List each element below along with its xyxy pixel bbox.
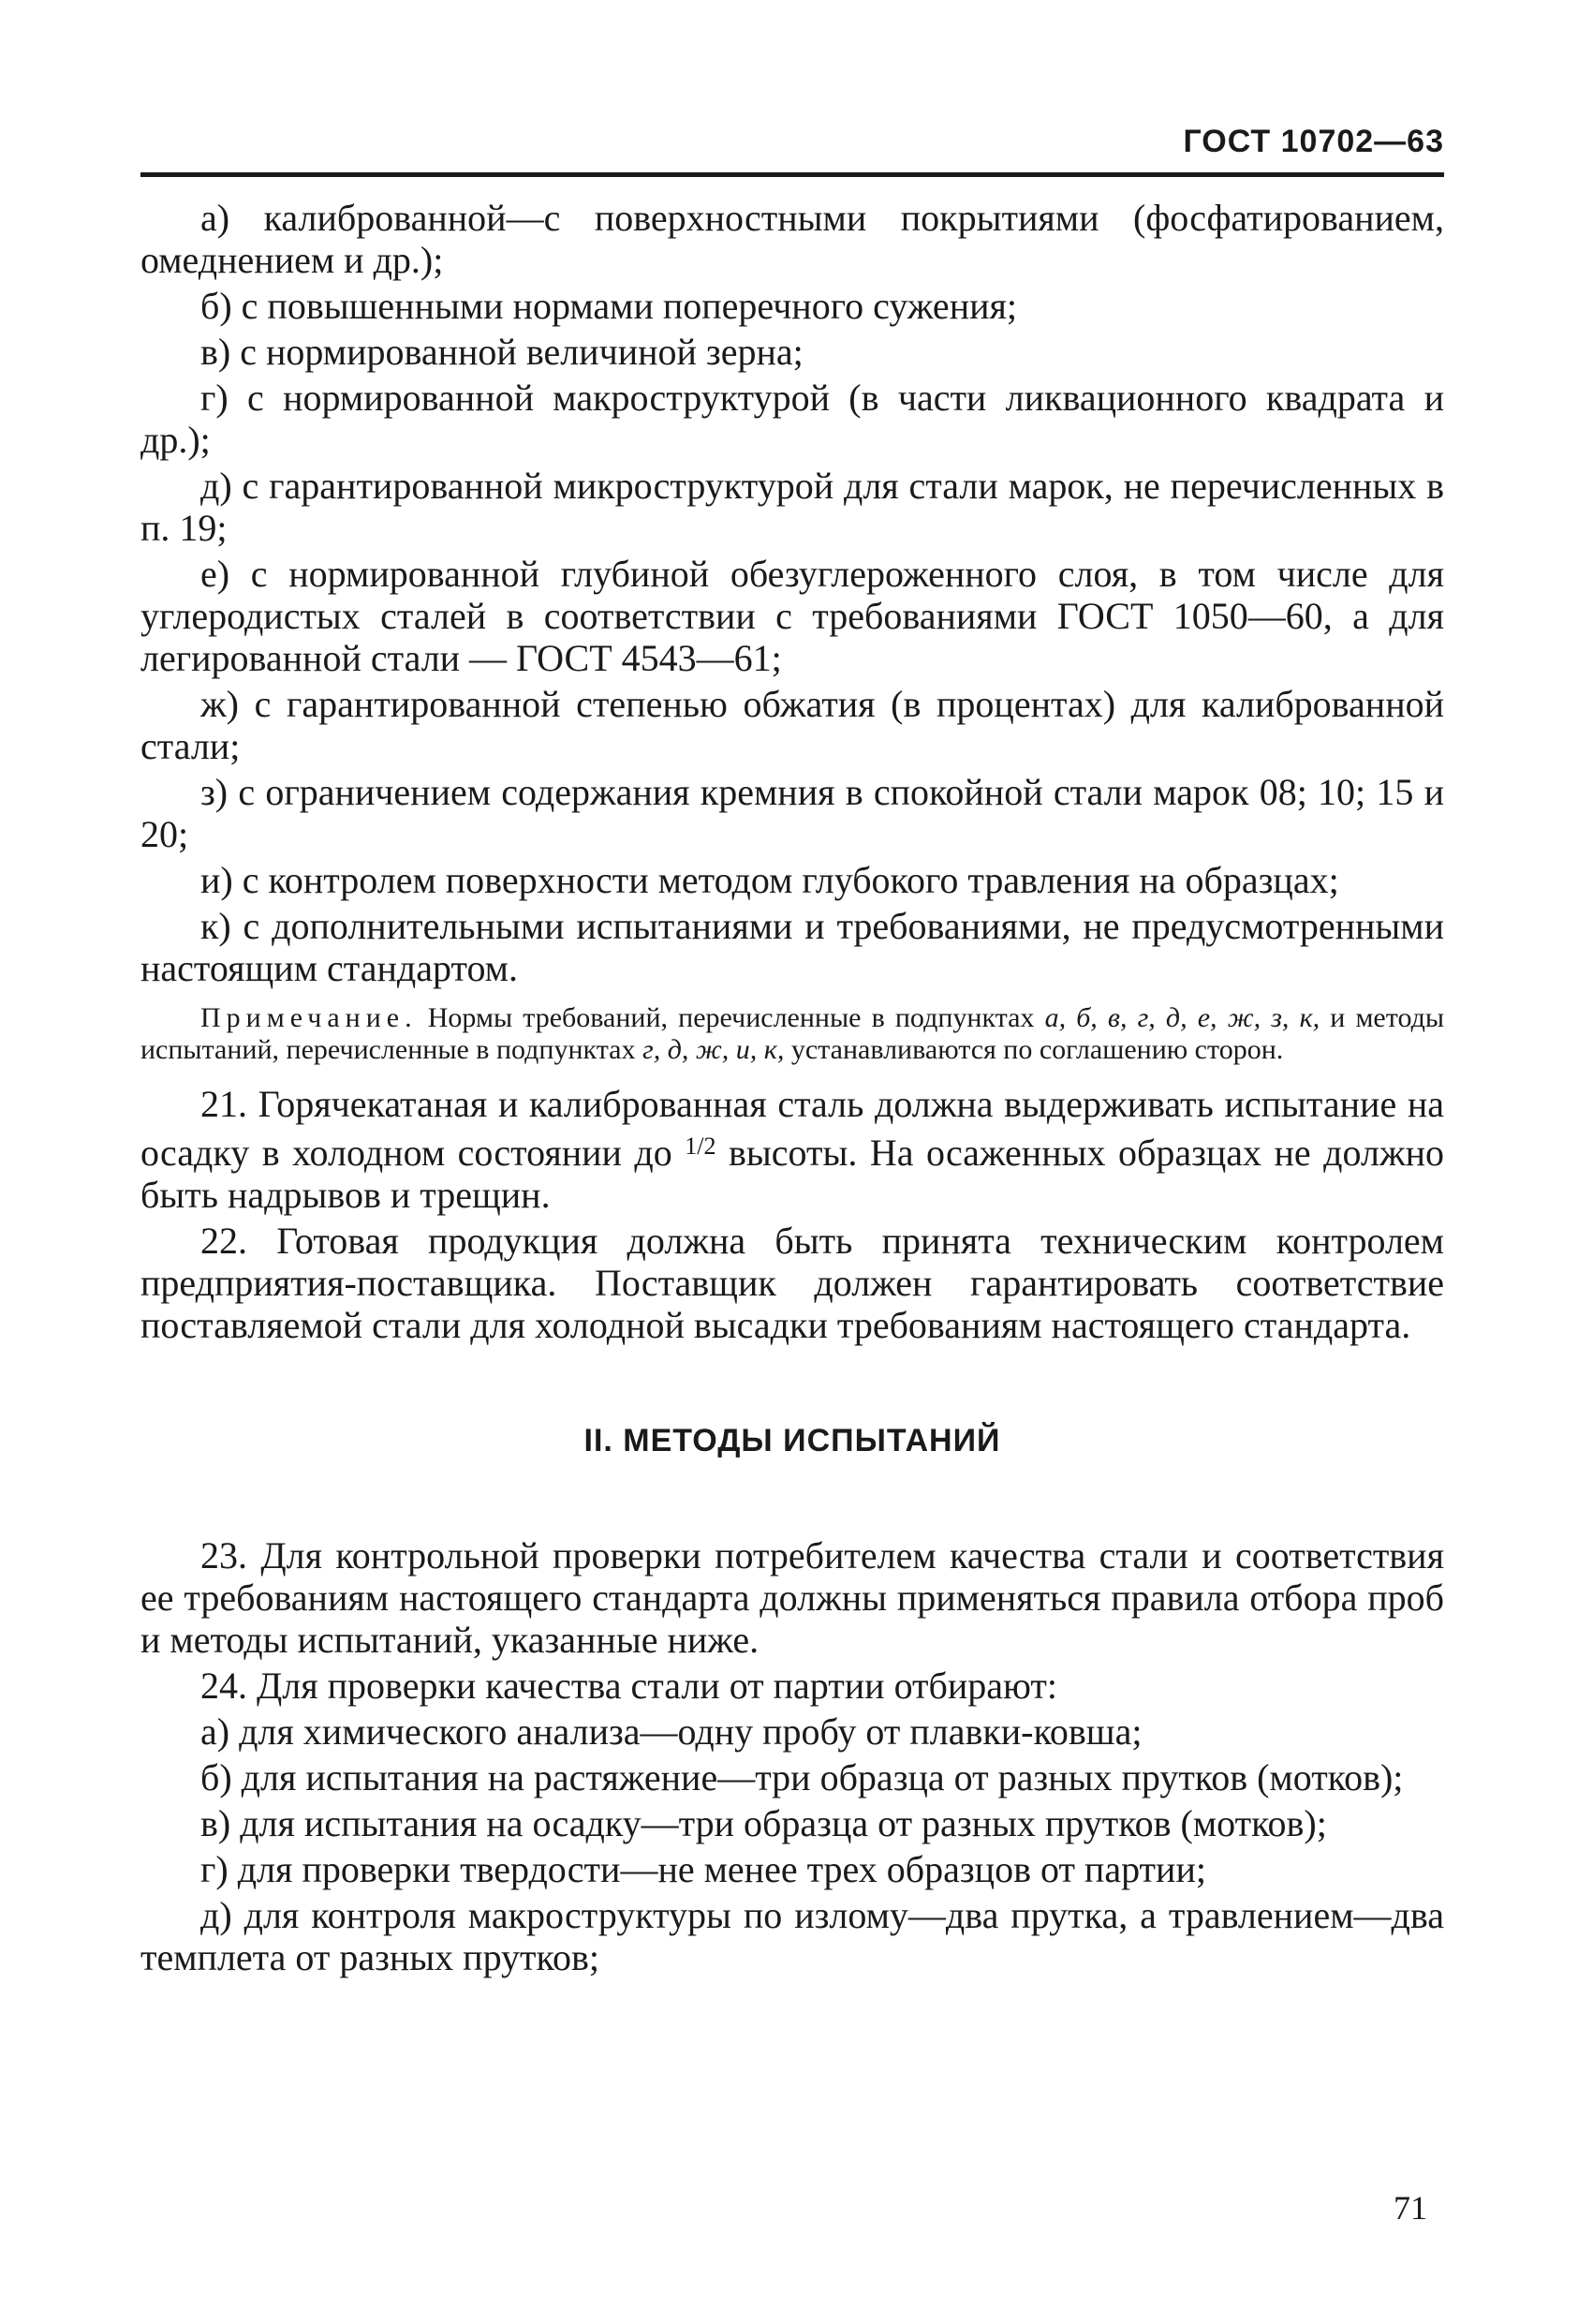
- paragraph-22: 22. Готовая продукция должна быть принята техническим контролем предприятия-поставщика. Поставщик должен гарантировать соответствие поставляемой стали для холодной высадки требованиям настоящего стандарта.: [140, 1220, 1444, 1346]
- sample-item-a: а) для химического анализа—одну пробу от плавки-ковша;: [200, 1710, 1143, 1753]
- document-page: [140, 0, 1444, 2324]
- list-item-v: в) с нормированной величиной зерна;: [200, 331, 804, 373]
- list-item-k: к) с дополнительными испытаниями и требованиями, не предусмотренными настоящим стандартом.: [140, 905, 1444, 989]
- list-item-g: г) с нормированной макроструктурой (в части ликвационного квадрата и др.);: [140, 377, 1444, 461]
- paragraph-21: [140, 1083, 1444, 1216]
- note: [140, 1002, 1444, 1066]
- list-item-a: а) калиброванной—с поверхностными покрытиями (фосфатированием, омеднением и др.);: [140, 197, 1444, 281]
- list-item-e: е) с нормированной глубиной обезуглероженного слоя, в том числе для углеродистых сталей в соответствии с требованиями ГОСТ 1050—60, а для легированной стали — ГОСТ 4543—61;: [140, 553, 1444, 679]
- paragraph-21-after: высоты. На осаженных образцах не должно быть надрывов и трещин.: [140, 1132, 1444, 1216]
- page-number: 71: [1394, 2189, 1427, 2227]
- paragraph-24: 24. Для проверки качества стали от партии отбирают:: [200, 1665, 1057, 1707]
- fraction: 1/2: [685, 1132, 716, 1160]
- header-rule: [140, 172, 1444, 177]
- list-item-z: з) с ограничением содержания кремния в спокойной стали марок 08; 10; 15 и 20;: [140, 771, 1444, 855]
- sample-item-d: д) для контроля макроструктуры по излому—два прутка, а травлением—два темплета от разных прутков;: [140, 1894, 1444, 1978]
- note-text-1: Нормы требований, перечисленные в подпунктах: [417, 1002, 1045, 1033]
- list-item-b: б) с повышенными нормами поперечного сужения;: [200, 285, 1018, 327]
- list-item-zh: ж) с гарантированной степенью обжатия (в процентах) для калиброванной стали;: [140, 683, 1444, 767]
- note-label: Примечание.: [200, 1002, 418, 1033]
- sample-item-g: г) для проверки твердости—не менее трех образцов от партии;: [200, 1848, 1206, 1890]
- section-heading: II. МЕТОДЫ ИСПЫТАНИЙ: [583, 1423, 1001, 1458]
- note-text-2: и методы испытаний, перечисленные в подпунктах: [140, 1002, 1445, 1065]
- paragraph-21-before: 21. Горячекатаная и калиброванная сталь должна выдерживать испытание на осадку в холодном состоянии до: [140, 1083, 1444, 1174]
- sample-item-v: в) для испытания на осадку—три образца от разных прутков (мотков);: [200, 1802, 1327, 1844]
- list-item-d: д) с гарантированной микроструктурой для стали марок, не перечисленных в п. 19;: [140, 465, 1444, 549]
- document-body: [140, 197, 1444, 1982]
- sample-item-b: б) для испытания на растяжение—три образца от разных прутков (мотков);: [200, 1756, 1404, 1799]
- paragraph-23: 23. Для контрольной проверки потребителем качества стали и соответствия ее требованиям настоящего стандарта должны применяться правила отбора проб и методы испытаний, указанные ниже.: [140, 1534, 1444, 1661]
- note-letters-1: а, б, в, г, д, е, ж, з, к,: [1044, 1002, 1320, 1033]
- list-item-i: и) с контролем поверхности методом глубокого травления на образцах;: [200, 859, 1339, 901]
- note-letters-2: г, д, ж, и, к,: [642, 1034, 785, 1065]
- note-text-3: устанавливаются по соглашению сторон.: [784, 1034, 1284, 1065]
- document-header: ГОСТ 10702—63: [1183, 124, 1444, 159]
